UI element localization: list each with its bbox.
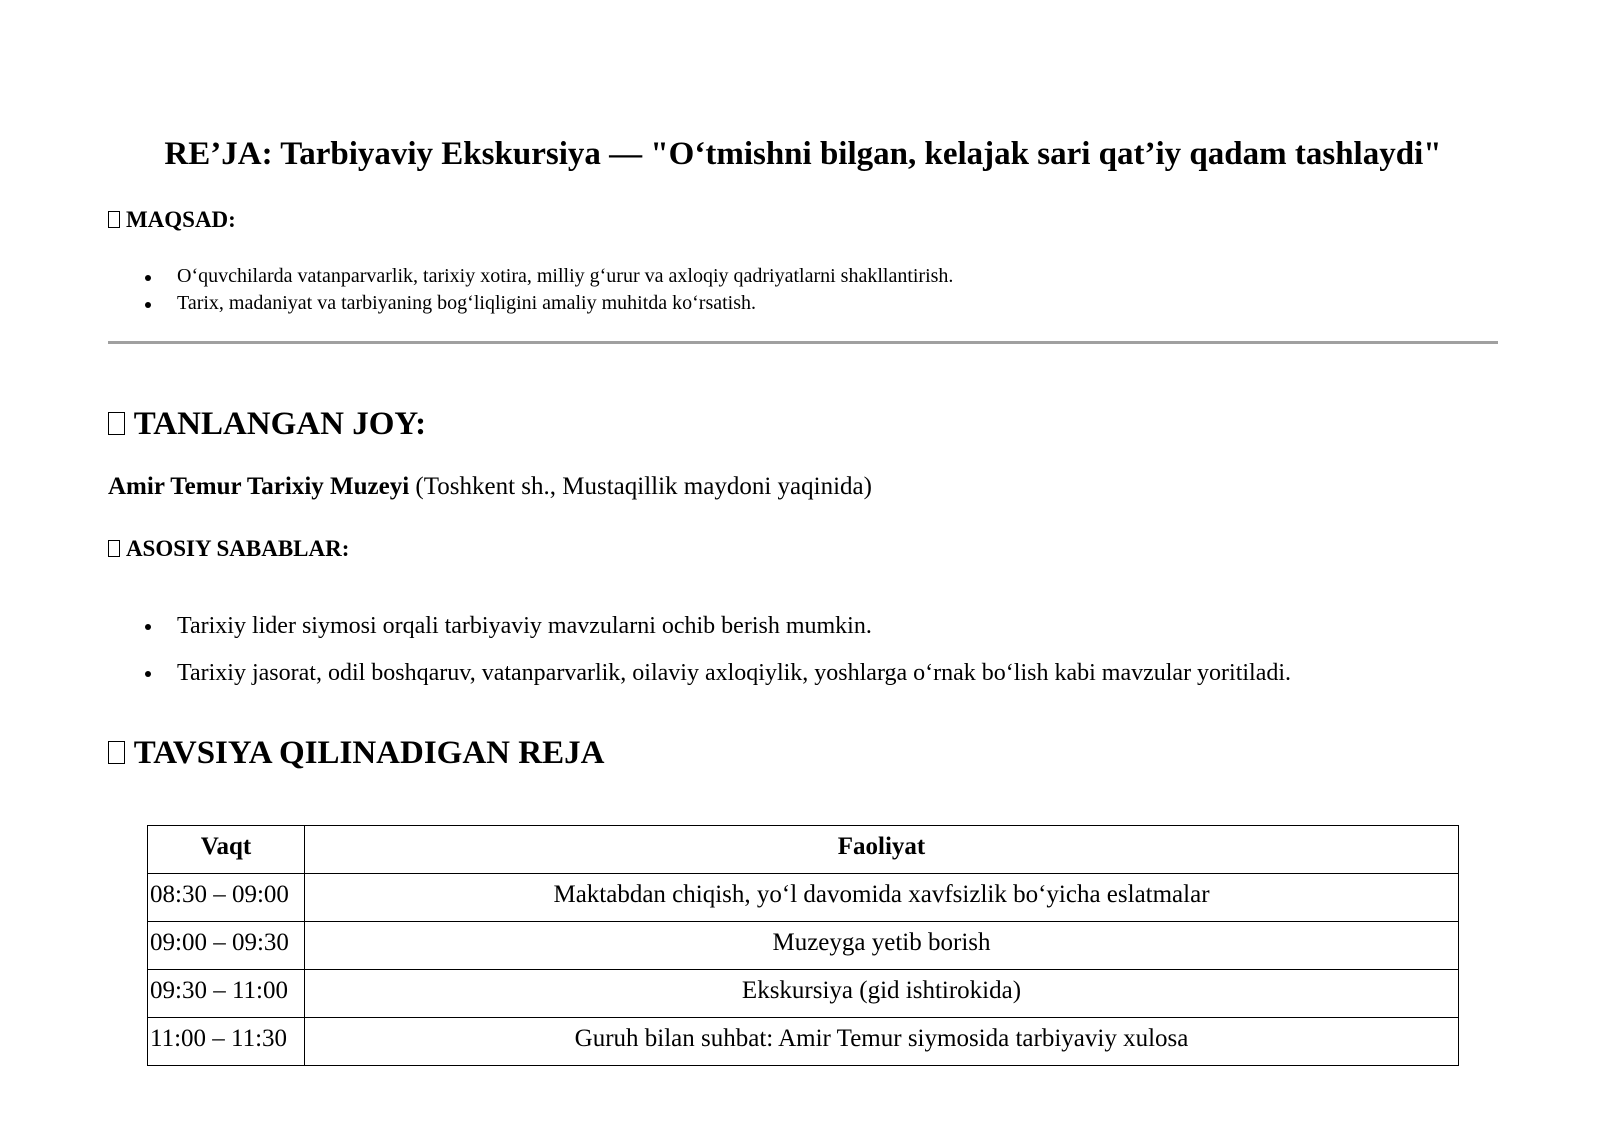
document-title: RE’JA: Tarbiyaviy Ekskursiya — "O‘tmishni bilgan, kelajak sari qat’iy qadam tashlaydi" (164, 136, 1442, 172)
horizontal-divider (108, 341, 1498, 344)
venue-location: (Toshkent sh., Mustaqillik maydoni yaqinida) (415, 473, 872, 500)
time-cell: 09:00 – 09:30 (148, 922, 305, 970)
time-cell: 08:30 – 09:00 (148, 874, 305, 922)
column-header-faoliyat: Faoliyat (305, 826, 1459, 874)
column-header-vaqt: Vaqt (148, 826, 305, 874)
activity-cell: Maktabdan chiqish, yo‘l davomida xavfsizlik bo‘yicha eslatmalar (305, 874, 1459, 922)
table-row (148, 1018, 1459, 1066)
missing-glyph-icon (108, 741, 125, 765)
table-row (148, 874, 1459, 922)
venue-line (108, 472, 872, 502)
schedule-table (147, 825, 1459, 1066)
tanlangan-joy-heading-text: TANLANGAN JOY: (133, 406, 427, 442)
time-cell: 09:30 – 11:00 (148, 970, 305, 1018)
list-item: Tarixiy jasorat, odil boshqaruv, vatanparvarlik, oilaviy axloqiylik, yoshlarga o‘rnak bo‘lish kabi mavzular yoritiladi. (108, 650, 1291, 697)
table-row (148, 922, 1459, 970)
activity-cell: Muzeyga yetib borish (305, 922, 1459, 970)
asosiy-sabablar-heading (108, 535, 349, 563)
asosiy-sabablar-list (108, 603, 1291, 697)
table-header-row (148, 826, 1459, 874)
list-item: O‘quvchilarda vatanparvarlik, tarixiy xotira, milliy g‘urur va axloqiy qadriyatlarni shakllantirish. (108, 263, 953, 290)
table-row (148, 970, 1459, 1018)
maqsad-heading (108, 206, 236, 234)
tavsiya-heading-text: TAVSIYA QILINADIGAN REJA (133, 735, 605, 771)
list-item: Tarixiy lider siymosi orqali tarbiyaviy mavzularni ochib berish mumkin. (108, 603, 1291, 650)
asosiy-sabablar-heading-text: ASOSIY SABABLAR: (125, 536, 350, 561)
missing-glyph-icon (108, 211, 120, 228)
maqsad-heading-text: MAQSAD: (125, 207, 236, 232)
tanlangan-joy-heading (108, 404, 426, 444)
time-cell: 11:00 – 11:30 (148, 1018, 305, 1066)
missing-glyph-icon (108, 540, 120, 557)
list-item: Tarix, madaniyat va tarbiyaning bog‘liqligini amaliy muhitda ko‘rsatish. (108, 290, 953, 317)
missing-glyph-icon (108, 412, 125, 436)
activity-cell: Guruh bilan suhbat: Amir Temur siymosida tarbiyaviy xulosa (305, 1018, 1459, 1066)
activity-cell: Ekskursiya (gid ishtirokida) (305, 970, 1459, 1018)
maqsad-list (108, 263, 953, 317)
tavsiya-heading (108, 733, 604, 773)
venue-name: Amir Temur Tarixiy Muzeyi (108, 473, 410, 500)
